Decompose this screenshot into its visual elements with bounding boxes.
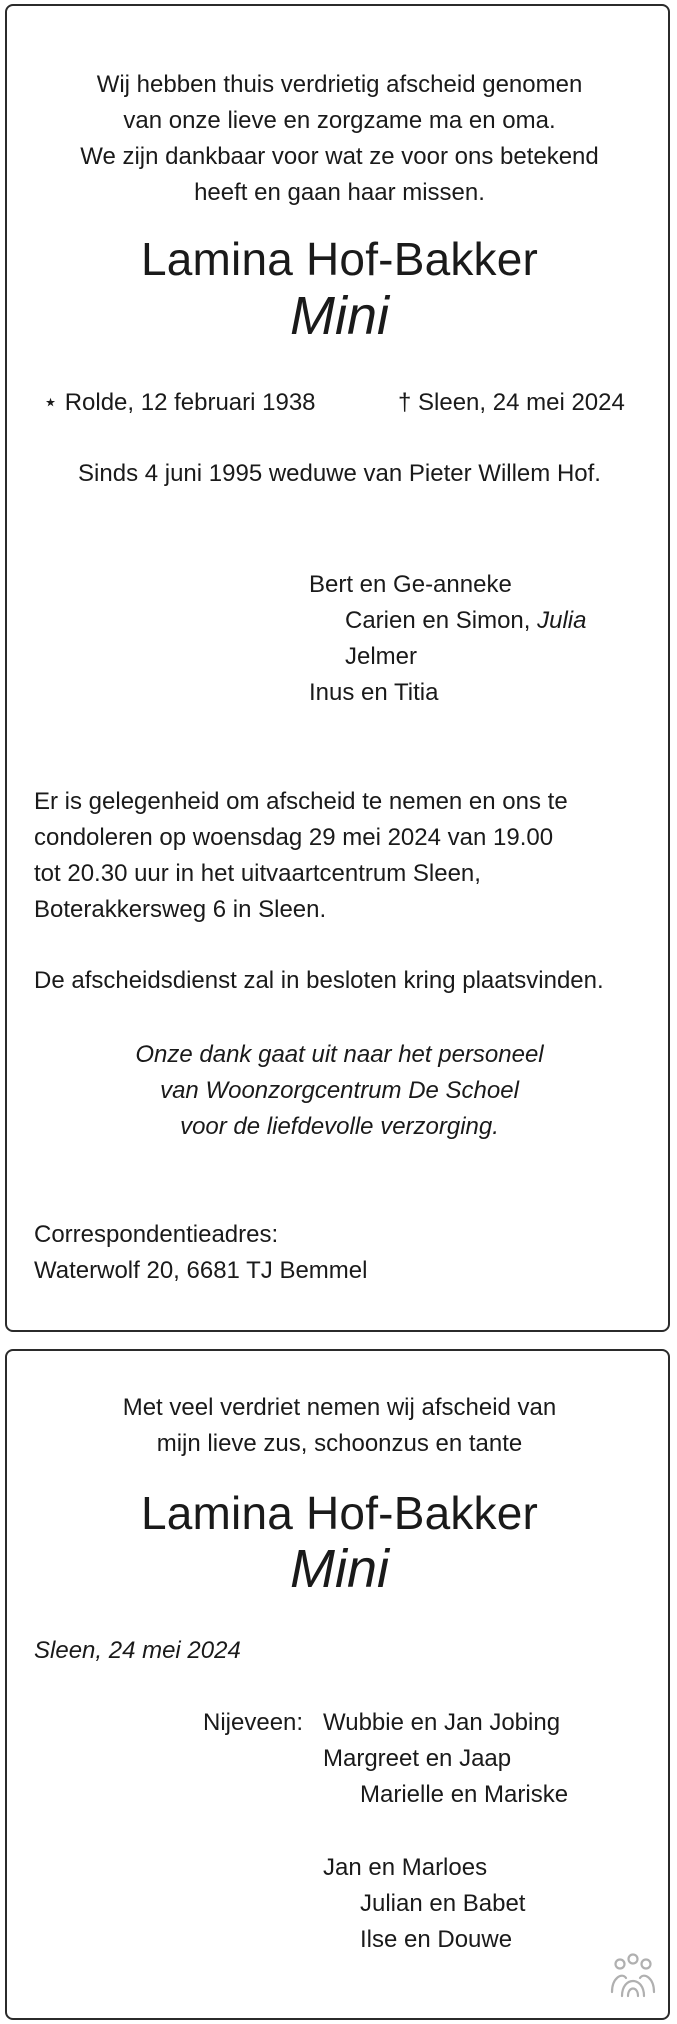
relative-line-4: Jan en Marloes <box>323 1854 488 1881</box>
family-line-2-names: Carien en Simon, <box>345 607 538 634</box>
service-line: De afscheidsdienst zal in besloten kring plaatsvinden. <box>34 967 604 994</box>
intro2-line-1: Met veel verdriet nemen wij afscheid van <box>122 1394 557 1421</box>
people-group-icon <box>608 1950 658 2000</box>
thanks-line-2: van Woonzorgcentrum De Schoel <box>160 1077 519 1104</box>
condolence-line-2: condoleren op woensdag 29 mei 2024 van 19.00 <box>34 824 554 851</box>
intro2-line-2: mijn lieve zus, schoonzus en tante <box>156 1430 523 1457</box>
correspondence-label: Correspondentieadres: <box>34 1221 279 1248</box>
thanks-line-1: Onze dank gaat uit naar het personeel <box>135 1041 544 1068</box>
family-line-2-grandchild: Julia <box>537 607 587 634</box>
deceased-nickname: Mini <box>289 286 389 346</box>
deceased-nickname-2: Mini <box>289 1539 389 1599</box>
condolence-line-3: tot 20.30 uur in het uitvaartcentrum Sleen, <box>34 860 481 887</box>
announcement-card-siblings <box>5 1349 670 2020</box>
family-line-1: Bert en Ge-anneke <box>309 571 512 598</box>
intro-line-4: heeft en gaan haar missen. <box>194 179 485 206</box>
thanks-line-3: voor de liefdevolle verzorging. <box>180 1113 499 1140</box>
family-line-2 <box>345 603 586 639</box>
death-line: † Sleen, 24 mei 2024 <box>398 389 625 416</box>
birth-line: ⋆ Rolde, 12 februari 1938 <box>43 389 316 416</box>
relative-line-5: Julian en Babet <box>360 1890 526 1917</box>
correspondence-address: Waterwolf 20, 6681 TJ Bemmel <box>34 1257 368 1284</box>
announcement-card-family <box>5 4 670 1332</box>
relative-line-2: Margreet en Jaap <box>323 1745 512 1772</box>
place-date: Sleen, 24 mei 2024 <box>34 1637 241 1664</box>
family-line-4: Inus en Titia <box>309 679 439 706</box>
widow-line: Sinds 4 juni 1995 weduwe van Pieter Willem Hof. <box>78 460 601 487</box>
condolence-line-4: Boterakkersweg 6 in Sleen. <box>34 896 327 923</box>
intro-line-3: We zijn dankbaar voor wat ze voor ons betekend <box>80 143 599 170</box>
relative-line-1: Wubbie en Jan Jobing <box>323 1709 561 1736</box>
deceased-name-2: Lamina Hof-Bakker <box>140 1487 539 1539</box>
relatives-location: Nijeveen: <box>203 1709 304 1736</box>
relative-line-3: Marielle en Mariske <box>360 1781 569 1808</box>
family-line-3: Jelmer <box>345 643 418 670</box>
condolence-line-1: Er is gelegenheid om afscheid te nemen en ons te <box>34 788 568 815</box>
intro-line-2: van onze lieve en zorgzame ma en oma. <box>123 107 556 134</box>
intro-line-1: Wij hebben thuis verdrietig afscheid genomen <box>96 71 583 98</box>
deceased-name: Lamina Hof-Bakker <box>140 233 539 285</box>
relative-line-6: Ilse en Douwe <box>360 1926 513 1953</box>
